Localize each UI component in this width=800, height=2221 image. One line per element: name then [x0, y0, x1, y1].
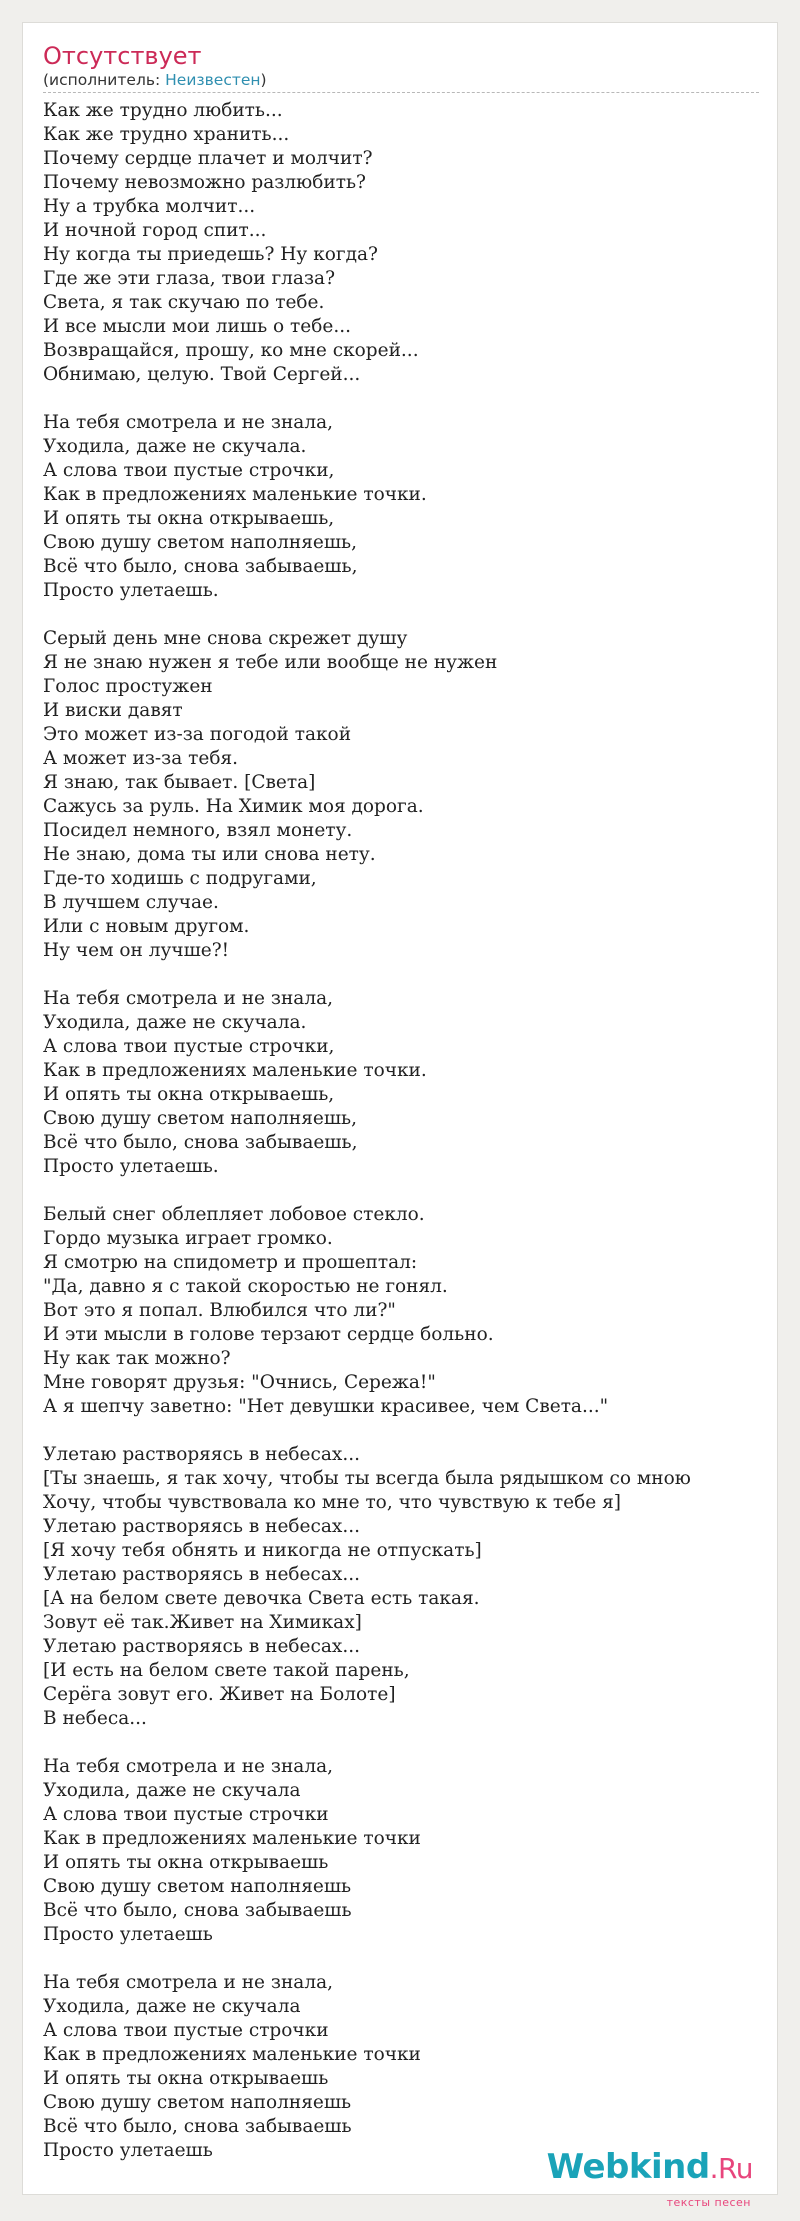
- lyric-line: Серый день мне снова скрежет душу: [43, 628, 408, 649]
- lyric-line: [43, 1731, 763, 1755]
- performer-prefix: (исполнитель:: [43, 71, 166, 89]
- lyric-line: Посидел немного, взял монету.: [43, 820, 353, 841]
- lyric-line: И опять ты окна открываешь,: [43, 1084, 335, 1105]
- lyrics-card: [22, 22, 778, 2209]
- song-title: Отсутствует: [43, 42, 202, 70]
- lyric-line: И эти мысли в голове терзают сердце больно.: [43, 1324, 494, 1345]
- lyric-line: На тебя смотрела и не знала,: [43, 988, 333, 1009]
- lyric-line: Я не знаю нужен я тебе или вообще не нужен: [43, 652, 498, 673]
- lyric-line: А может из-за тебя.: [43, 748, 239, 769]
- lyrics-body: [43, 99, 763, 2163]
- lyric-line: Мне говорят друзья: "Очнись, Сережа!": [43, 1372, 436, 1393]
- lyric-line: Свою душу светом наполняешь,: [43, 532, 357, 553]
- lyric-line: Возвращайся, прошу, ко мне скорей...: [43, 340, 419, 361]
- lyric-line: Почему невозможно разлюбить?: [43, 172, 366, 193]
- lyric-line: [Ты знаешь, я так хочу, чтобы ты всегда была рядышком со мною: [43, 1468, 691, 1489]
- logo-name: Webkind: [546, 2147, 710, 2187]
- lyric-line: Света, я так скучаю по тебе.: [43, 292, 325, 313]
- lyric-line: В небеса...: [43, 1708, 147, 1729]
- lyric-line: Просто улетаешь: [43, 2140, 213, 2161]
- lyric-line: Как в предложениях маленькие точки: [43, 1828, 421, 1849]
- lyric-line: Всё что было, снова забываешь: [43, 2116, 352, 2137]
- lyric-line: И опять ты окна открываешь: [43, 1852, 329, 1873]
- lyric-line: Улетаю растворяясь в небесах...: [43, 1564, 360, 1585]
- lyric-line: Это может из-за погодой такой: [43, 724, 352, 745]
- lyric-line: Ну как так можно?: [43, 1348, 231, 1369]
- lyric-line: Как в предложениях маленькие точки: [43, 2044, 421, 2065]
- lyric-line: Свою душу светом наполняешь,: [43, 1108, 357, 1129]
- lyric-line: [43, 603, 763, 627]
- logo-tld: .Ru: [709, 2152, 753, 2185]
- lyric-line: [43, 1419, 763, 1443]
- lyric-line: Свою душу светом наполняешь: [43, 2092, 352, 2113]
- lyric-line: А я шепчу заветно: "Нет девушки красивее, чем Света...": [43, 1396, 609, 1417]
- lyric-line: Я знаю, так бывает. [Света]: [43, 772, 316, 793]
- lyric-line: Уходила, даже не скучала.: [43, 436, 307, 457]
- lyric-line: А слова твои пустые строчки: [43, 2020, 329, 2041]
- lyric-line: [А на белом свете девочка Света есть такая.: [43, 1588, 480, 1609]
- lyric-line: На тебя смотрела и не знала,: [43, 1756, 333, 1777]
- lyric-line: [43, 963, 763, 987]
- logo-tagline: тексты песен: [666, 2196, 751, 2209]
- webkind-logo[interactable]: [546, 2147, 753, 2209]
- lyric-line: Просто улетаешь: [43, 1924, 213, 1945]
- lyric-line: И опять ты окна открываешь,: [43, 508, 335, 529]
- lyric-line: Где-то ходишь с подругами,: [43, 868, 317, 889]
- lyric-line: Где же эти глаза, твои глаза?: [43, 268, 335, 289]
- performer-suffix: ): [260, 71, 267, 89]
- lyric-line: На тебя смотрела и не знала,: [43, 412, 333, 433]
- lyric-line: Обнимаю, целую. Твой Сергей...: [43, 364, 361, 385]
- lyric-line: Всё что было, снова забываешь,: [43, 1132, 358, 1153]
- lyric-line: Или с новым другом.: [43, 916, 250, 937]
- lyric-line: "Да, давно я с такой скоростью не гонял.: [43, 1276, 448, 1297]
- lyric-line: В лучшем случае.: [43, 892, 219, 913]
- lyric-line: Улетаю растворяясь в небесах...: [43, 1636, 360, 1657]
- lyric-line: Улетаю растворяясь в небесах...: [43, 1516, 360, 1537]
- lyric-line: Уходила, даже не скучала.: [43, 1012, 307, 1033]
- lyric-line: Уходила, даже не скучала: [43, 1780, 301, 1801]
- lyric-line: Ну а трубка молчит...: [43, 196, 256, 217]
- lyric-line: Всё что было, снова забываешь,: [43, 556, 358, 577]
- lyric-line: [И есть на белом свете такой парень,: [43, 1660, 410, 1681]
- lyric-line: Как в предложениях маленькие точки.: [43, 1060, 427, 1081]
- lyric-line: Ну когда ты приедешь? Ну когда?: [43, 244, 378, 265]
- lyric-line: И ночной город спит...: [43, 220, 267, 241]
- lyric-line: [Я хочу тебя обнять и никогда не отпускать]: [43, 1540, 482, 1561]
- lyric-line: Как же трудно хранить...: [43, 124, 290, 145]
- lyric-line: На тебя смотрела и не знала,: [43, 1972, 333, 1993]
- lyric-line: Голос простужен: [43, 676, 213, 697]
- lyric-line: Я смотрю на спидометр и прошептал:: [43, 1252, 418, 1273]
- lyric-line: Ну чем он лучше?!: [43, 940, 230, 961]
- lyric-line: Почему сердце плачет и молчит?: [43, 148, 373, 169]
- lyric-line: Зовут её так.Живет на Химиках]: [43, 1612, 362, 1633]
- lyric-line: Как же трудно любить...: [43, 100, 283, 121]
- lyric-line: Как в предложениях маленькие точки.: [43, 484, 427, 505]
- lyric-line: А слова твои пустые строчки: [43, 1804, 329, 1825]
- lyric-line: Гордо музыка играет громко.: [43, 1228, 333, 1249]
- lyric-line: А слова твои пустые строчки,: [43, 460, 335, 481]
- lyric-line: А слова твои пустые строчки,: [43, 1036, 335, 1057]
- lyric-line: Вот это я попал. Влюбился что ли?": [43, 1300, 396, 1321]
- lyric-line: И все мысли мои лишь о тебе...: [43, 316, 351, 337]
- lyric-line: Хочу, чтобы чувствовала ко мне то, что чувствую к тебе я]: [43, 1492, 621, 1513]
- lyric-line: Сажусь за руль. На Химик моя дорога.: [43, 796, 424, 817]
- lyric-line: И виски давят: [43, 700, 183, 721]
- lyric-line: Серёга зовут его. Живет на Болоте]: [43, 1684, 396, 1705]
- lyric-line: Не знаю, дома ты или снова нету.: [43, 844, 376, 865]
- lyric-line: Просто улетаешь.: [43, 1156, 219, 1177]
- lyric-line: Улетаю растворяясь в небесах...: [43, 1444, 360, 1465]
- lyric-line: [43, 1947, 763, 1971]
- performer-line: [43, 70, 759, 93]
- lyric-line: Белый снег облепляет лобовое стекло.: [43, 1204, 425, 1225]
- lyric-line: Всё что было, снова забываешь: [43, 1900, 352, 1921]
- lyric-line: Уходила, даже не скучала: [43, 1996, 301, 2017]
- artist-link[interactable]: Неизвестен: [165, 71, 261, 89]
- lyric-line: [43, 1179, 763, 1203]
- lyric-line: [43, 387, 763, 411]
- lyric-line: И опять ты окна открываешь: [43, 2068, 329, 2089]
- lyric-line: Свою душу светом наполняешь: [43, 1876, 352, 1897]
- lyric-line: Просто улетаешь.: [43, 580, 219, 601]
